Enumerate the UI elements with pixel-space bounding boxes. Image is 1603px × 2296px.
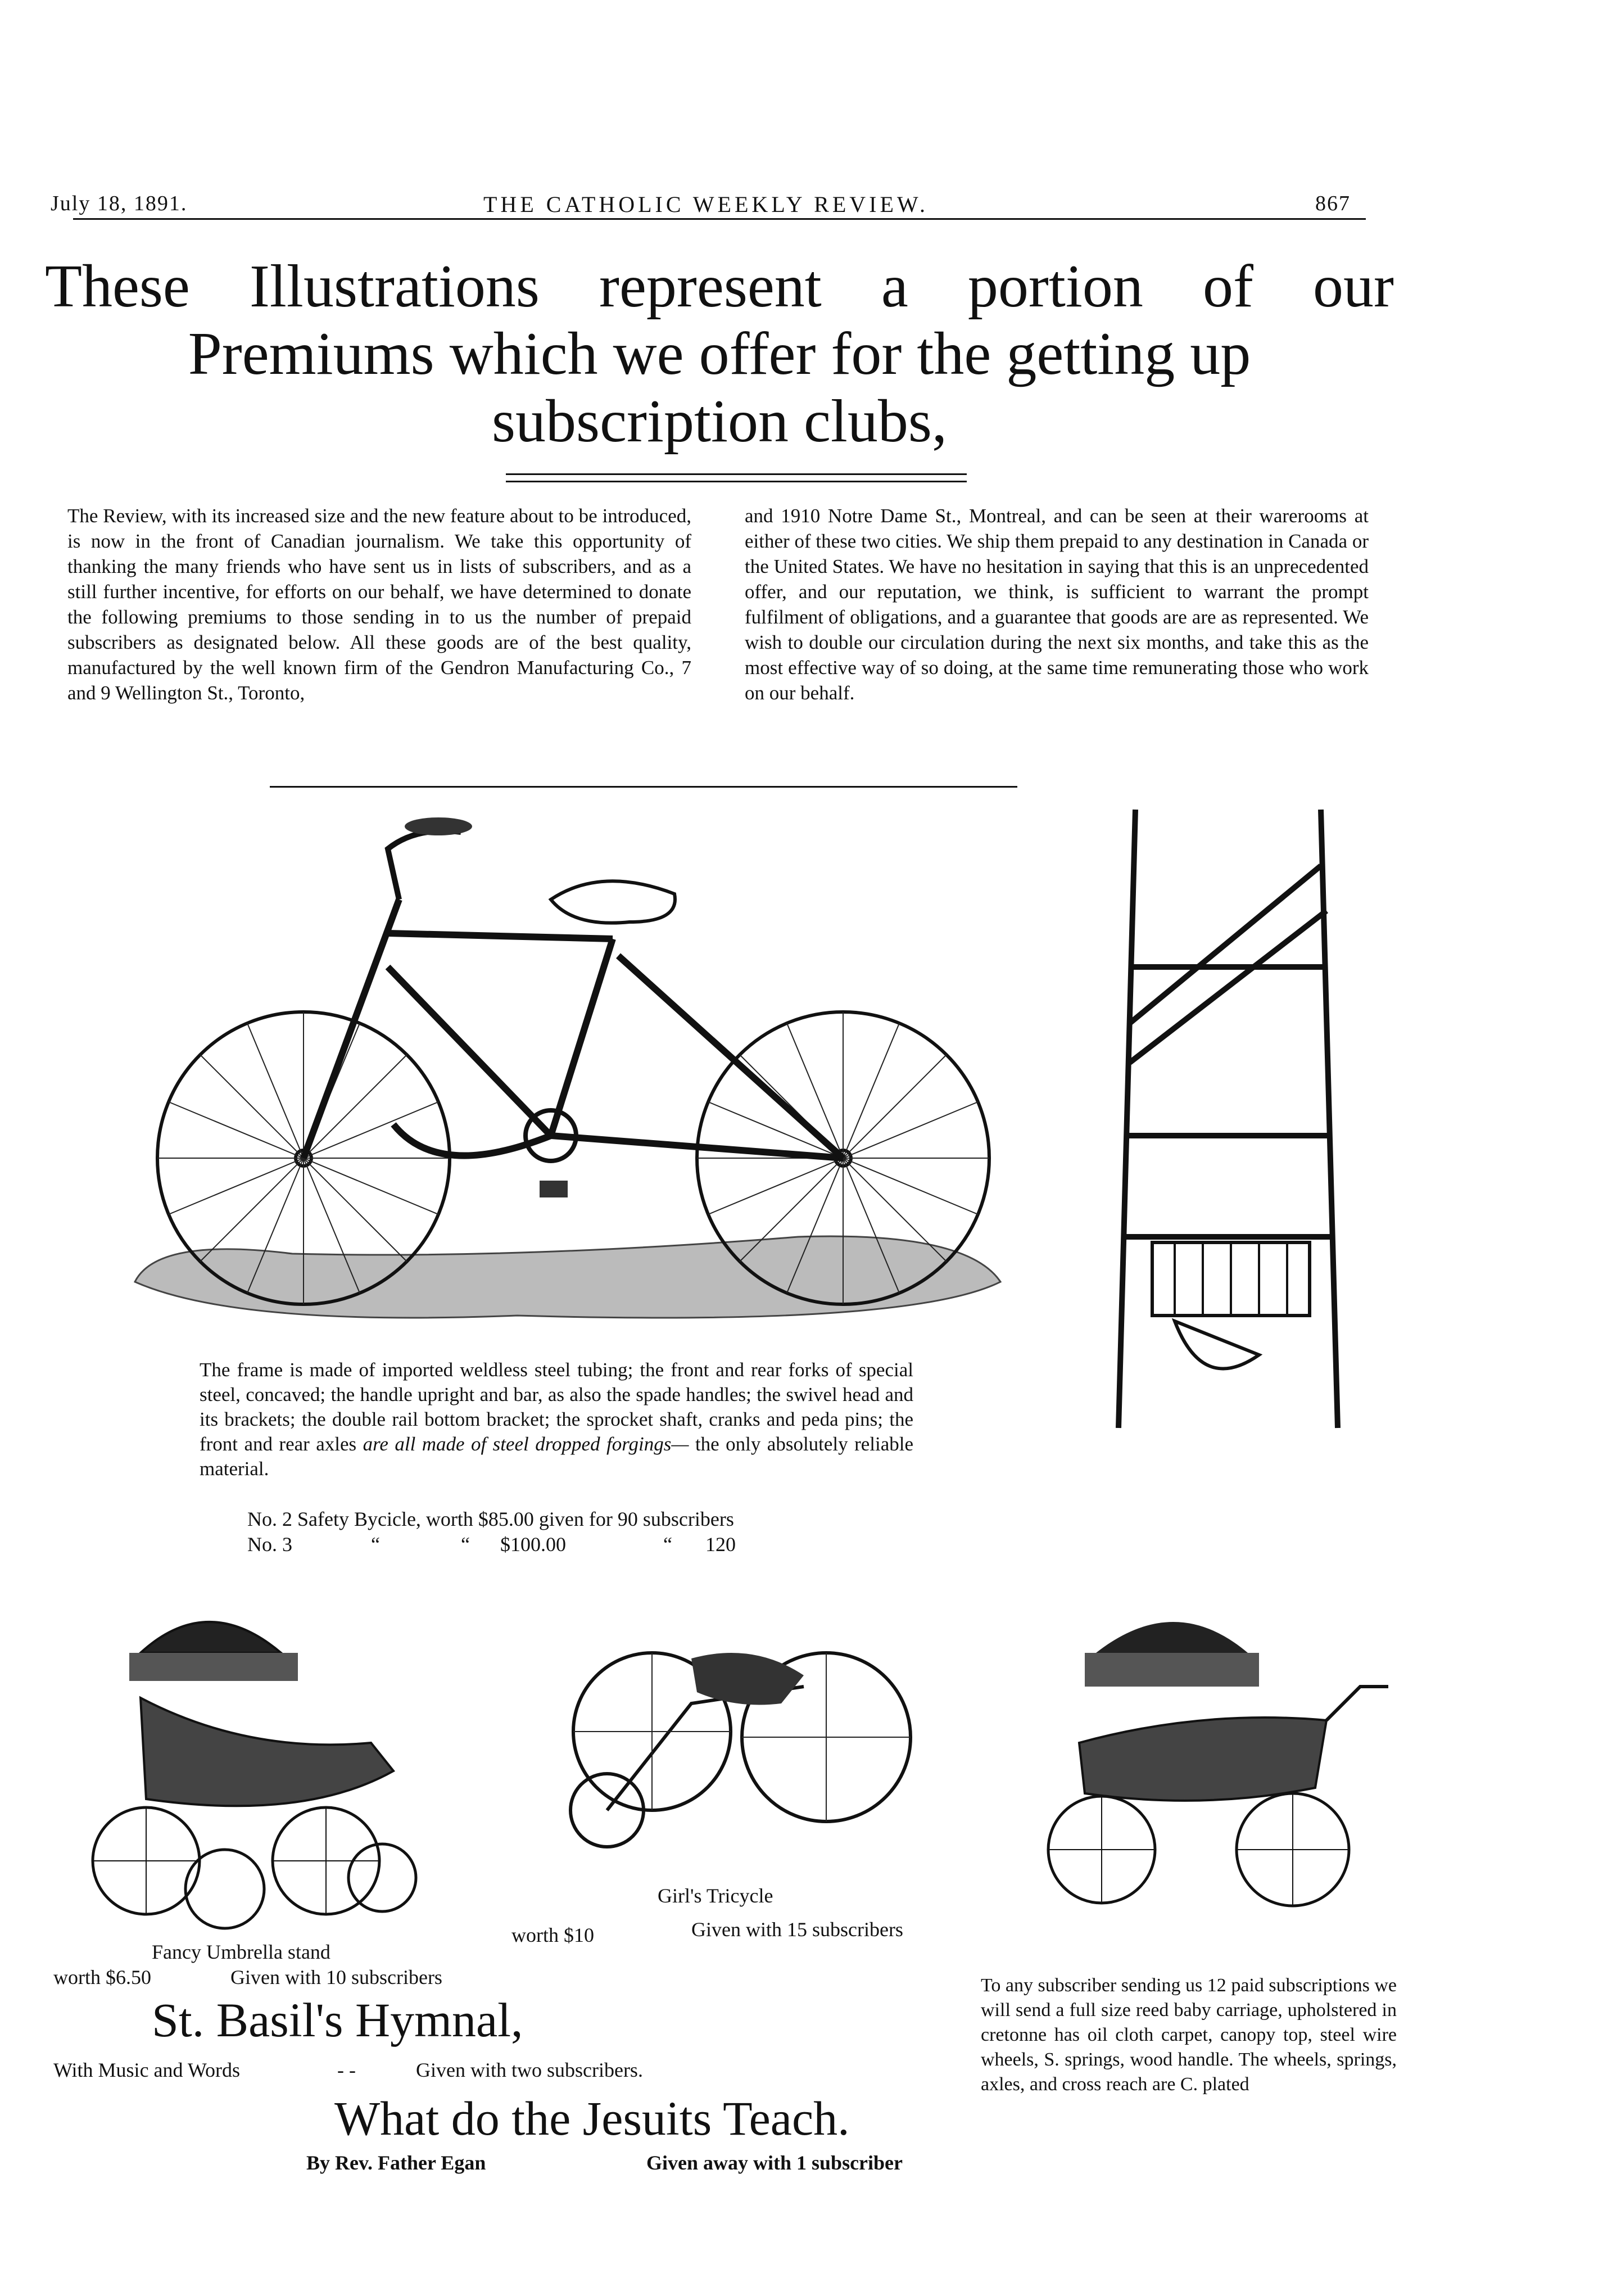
jesuits-author: By Rev. Father Egan (306, 2152, 486, 2174)
offer-item: No. 2 Safety Bycicle, worth (247, 1508, 473, 1530)
bicycle-description-end: the only absolutely reliable material. (200, 1433, 914, 1480)
tricycle-worth: worth $10 (511, 1924, 594, 1946)
issue-date: July 18, 1891. (51, 192, 188, 215)
bicycle-offer-no3 (247, 1532, 292, 1557)
bicycle-description-text: The frame is made of imported weldless steel tubing; the front and rear forks of special steel, concaved; the handle upright and bar, as also the spade handles; the swivel head and its brackets; the double rail bottom bracket; the sprocket shaft, cranks and peda pins; the front and rear axles (200, 1359, 913, 1455)
intro-right-column: and 1910 Notre Dame St., Montreal, and can be seen at their warerooms at either of these two cities. We ship them prepaid to any destination in Canada or the United States. We have no hesitation in saying that this is an unprecedented offer, and our reputation, we think, is sufficient to warrant the prompt fulfilment of obligations, and a guarantee that goods are are as represented. We wish to double our circulation during the next six months, and take this as the most effective way of so doing, at the same time remunerating those who work on our behalf. (745, 505, 1369, 704)
hymnal-detail: With Music and Words (53, 2059, 240, 2081)
jesuits-title: What do the Jesuits Teach. (334, 2091, 850, 2145)
umbrella-stand-worth: worth $6.50 (53, 1966, 151, 1988)
hymnal-given: Given with two subscribers. (416, 2059, 643, 2081)
headline-line-3: subscription clubs, (492, 388, 947, 455)
hymnal-dashes: - - (337, 2059, 356, 2081)
intro-left-column: The Review, with its increased size and the new feature about to be introduced, is now in the front of Canadian journalism. We take this opportunity of thanking the many friends who have sent us in lists of subscribers, and as a still further incentive, for efforts on our behalf, we have determined to donate the following premiums to those sending in to us the number of prepaid subscribers as designated below. All these goods are of the best quality, manufactured by the well known firm of the Gendron Manufacturing Co., 7 and 9 Wellington St., Toronto, (67, 505, 691, 704)
fancy-umbrella-stand-illustration (79, 1585, 427, 1945)
offer-item: No. 3 (247, 1533, 292, 1556)
page-number: 867 (1315, 192, 1351, 215)
bicycle-illustration (124, 787, 1012, 1349)
ditto-mark: “ (461, 1533, 470, 1556)
headline-line-2: Premiums which we offer for the getting up (188, 320, 1251, 387)
header-rule (73, 218, 1366, 220)
jesuits-given: Given away with 1 subscriber (646, 2152, 903, 2174)
bicycle-offer-no2 (247, 1507, 734, 1531)
baby-carriage-illustration (1034, 1585, 1394, 1934)
umbrella-stand-name: Fancy Umbrella stand (152, 1941, 330, 1963)
offer-price: $85.00 (478, 1508, 534, 1530)
decorative-rule (506, 473, 967, 488)
ditto-mark: “ (663, 1533, 672, 1556)
masthead-title: THE CATHOLIC WEEKLY REVIEW. (483, 192, 929, 217)
girls-tricycle-illustration (568, 1574, 916, 1866)
offer-count: 90 subscribers (617, 1508, 734, 1530)
tricycle-name: Girl's Tricycle (658, 1884, 773, 1907)
baby-carriage-description: To any subscriber sending us 12 paid subscriptions we will send a full size reed baby carriage, upholstered in cretonne has oil cloth carpet, canopy top, steel wire wheels, S. springs, wood handle. The wheels, springs, axles, and cross reach are C. plated (981, 1975, 1397, 2095)
headline-line-1: These Illustrations represent a portion of our (45, 253, 1394, 320)
bicycle-description-italic: are all made of steel dropped forgings— (363, 1433, 689, 1455)
offer-given: given for (538, 1508, 613, 1530)
hymnal-title: St. Basil's Hymnal, (152, 1993, 523, 2047)
headline (45, 253, 1394, 455)
offer-count: 120 (705, 1533, 736, 1556)
umbrella-stand-illustration (1074, 798, 1388, 1450)
bicycle-description (200, 1358, 913, 1481)
tricycle-given: Given with 15 subscribers (691, 1918, 903, 1941)
umbrella-stand-given: Given with 10 subscribers (230, 1966, 442, 1988)
ditto-mark: “ (371, 1533, 380, 1556)
offer-price: $100.00 (500, 1533, 566, 1556)
